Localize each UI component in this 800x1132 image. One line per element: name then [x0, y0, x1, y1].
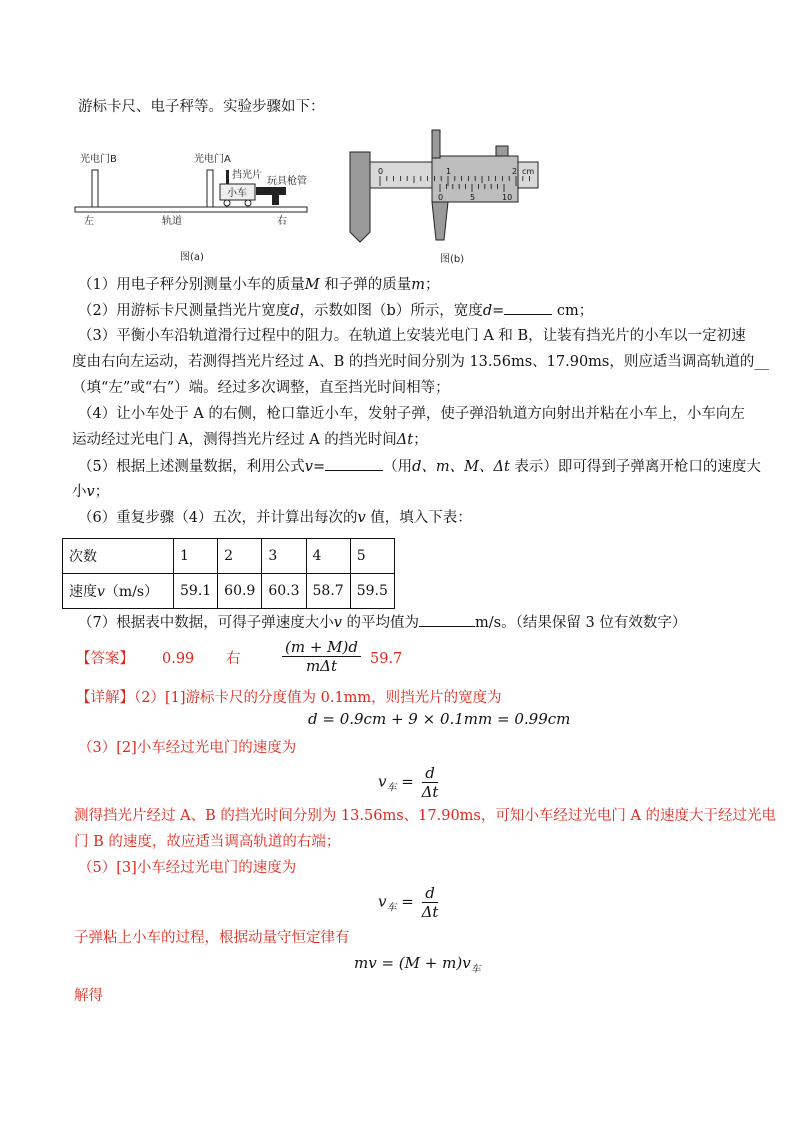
- step-4-line-1: （4）让小车处于 A 的右侧，枪口靠近小车，发射子弹，使子弹沿轨道方向射出并粘在小车上，小车向左: [78, 406, 745, 422]
- step-7: （7）根据表中数据，可得子弹速度大小v 的平均值为 m/s。（结果保留 3 位有效数字）: [78, 612, 686, 633]
- table-header-trials: 次数: [63, 539, 174, 574]
- detail-step-3-explain-1: 测得挡光片经过 A、B 的挡光时间分别为 13.56ms、17.90ms，可知小车经过光电门 A 的速度大于经过光电: [74, 808, 777, 824]
- detail-step-5: （5）[3]小车经过光电门的速度为: [78, 860, 297, 876]
- table-cell: 59.1: [174, 574, 218, 609]
- detail-solve: 解得: [74, 988, 103, 1004]
- vernier-tick-10: 10: [502, 193, 513, 202]
- gun-label: 玩具枪管: [267, 176, 307, 187]
- equation-car-speed-2: $v_车$ = $\frac{d}{\Delta t}$: [378, 884, 439, 921]
- step-3-line-2: 度由右向左运动，若测得挡光片经过 A、B 的挡光时间分别为 13.56ms、17.90ms，则应适当调高轨道的__: [72, 354, 769, 370]
- step-5-line-2: 小v；: [72, 484, 110, 500]
- table-cell: 2: [218, 539, 262, 574]
- speed-table: [62, 538, 395, 609]
- detail-step-3-explain-2: 门 B 的速度，故应适当调高轨道的右端；: [74, 834, 341, 850]
- right-label: 右: [277, 216, 287, 227]
- step-1: （1）用电子秤分别测量小车的质量M 和子弹的质量m；: [78, 277, 440, 293]
- main-tick-1: 1: [446, 167, 452, 176]
- figure-a-track-diagram: [72, 140, 332, 270]
- table-row-trials: [63, 539, 395, 574]
- table-header-speed: 速度v（m/s）: [63, 574, 174, 609]
- step-2: （2）用游标卡尺测量挡光片宽度d，示数如图（b）所示，宽度d= cm；: [78, 300, 593, 321]
- track-label: 轨道: [162, 216, 182, 227]
- step-5-line-1: （5）根据上述测量数据，利用公式v= （用d、m、M、Δt 表示）即可得到子弹离开枪口的速度大: [78, 456, 761, 477]
- average-blank: [419, 612, 475, 627]
- width-blank: [504, 300, 552, 315]
- left-label: 左: [84, 216, 94, 227]
- step-4-line-2: 运动经过光电门 A，测得挡光片经过 A 的挡光时间Δt；: [72, 432, 428, 448]
- answer-end: 右: [226, 651, 241, 667]
- answer-label: 【答案】: [76, 651, 134, 667]
- table-cell: 1: [174, 539, 218, 574]
- main-tick-0: 0: [378, 167, 384, 176]
- answer-width: 0.99: [162, 651, 195, 667]
- vernier-tick-0: 0: [438, 193, 444, 202]
- car-label: 小车: [227, 188, 247, 199]
- step-3-line-1: （3）平衡小车沿轨道滑行过程中的阻力。在轨道上安装光电门 A 和 B，让装有挡光片的小车以一定初速: [78, 328, 746, 344]
- formula-blank: [325, 456, 383, 471]
- equation-car-speed-1: $v_车$ = $\frac{d}{\Delta t}$: [378, 764, 439, 801]
- equation-width: d = 0.9cm + 9 × 0.1mm = 0.99cm: [308, 710, 571, 728]
- gate-b-label: 光电门B: [80, 154, 117, 165]
- step-6: （6）重复步骤（4）五次，并计算出每次的v 值，填入下表：: [78, 510, 472, 526]
- detail-momentum: 子弹粘上小车的过程，根据动量守恒定律有: [74, 930, 350, 946]
- gate-a-label: 光电门A: [194, 154, 231, 165]
- table-cell: 60.3: [262, 574, 306, 609]
- unit-label: cm: [522, 167, 535, 176]
- figure-b-caption: 图(b): [440, 254, 465, 265]
- answer-formula: $\frac{(m + M)d}{\text{mΔt}}$: [282, 638, 361, 675]
- answer-average: 59.7: [370, 651, 403, 667]
- equation-momentum: mv = $(M + m)v_车$: [354, 954, 481, 975]
- detail-step-3: （3）[2]小车经过光电门的速度为: [78, 740, 297, 756]
- table-cell: 4: [306, 539, 350, 574]
- shield-label: 挡光片: [232, 170, 262, 181]
- table-cell: 59.5: [350, 574, 394, 609]
- table-cell: 58.7: [306, 574, 350, 609]
- detail-step-2: 【详解】（2）[1]游标卡尺的分度值为 0.1mm，则挡光片的宽度为: [76, 690, 502, 706]
- table-row-speeds: [63, 574, 395, 609]
- table-cell: 60.9: [218, 574, 262, 609]
- table-cell: 5: [350, 539, 394, 574]
- main-tick-2: 2: [512, 167, 518, 176]
- intro-text: 游标卡尺、电子秤等。实验步骤如下：: [78, 99, 325, 115]
- table-cell: 3: [262, 539, 306, 574]
- figure-a-caption: 图(a): [180, 252, 204, 263]
- figure-b-vernier-caliper: [340, 122, 570, 272]
- vernier-tick-5: 5: [470, 193, 476, 202]
- step-3-line-3: （填“左”或“右”）端。经过多次调整，直至挡光时间相等；: [72, 380, 450, 396]
